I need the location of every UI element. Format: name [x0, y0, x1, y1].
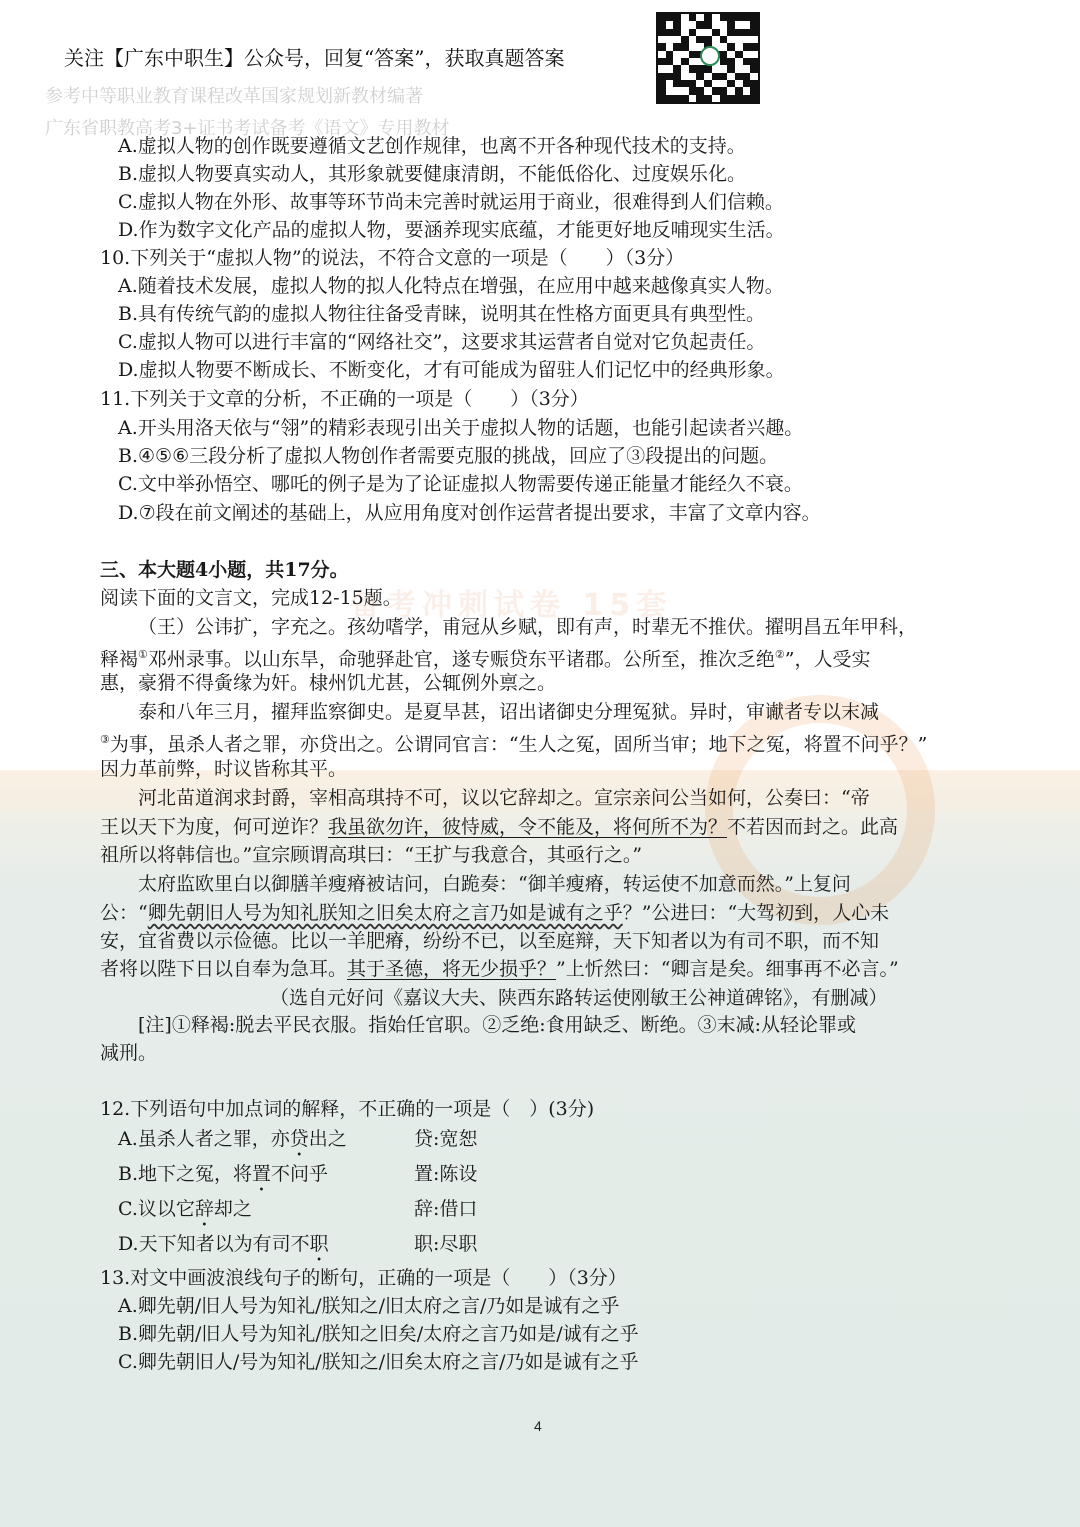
passage-p2-line1: 泰和八年三月，擢拜监察御史。是夏旱甚，诏出诸御史分理冤狱。异时，审谳者专以末减	[138, 701, 880, 723]
q10-option-d: D.虚拟人物要不断成长、不断变化，才有可能成为留驻人们记忆中的经典形象。	[118, 359, 785, 381]
q9-option-d: D.作为数字文化产品的虚拟人物，要涵养现实底蕴，才能更好地反哺现实生活。	[118, 219, 785, 241]
q9-option-b: B.虚拟人物要真实动人，其形象就要健康清朗，不能低俗化、过度娱乐化。	[118, 163, 747, 185]
q12-option-a: A.虽杀人者之罪，亦贷出之	[118, 1128, 347, 1150]
qr-logo-icon	[700, 46, 720, 66]
q12-option-c-gloss: 辞:借口	[414, 1198, 478, 1220]
q10-option-b: B.具有传统气韵的虚拟人物往往备受青睐，说明其在性格方面更具有典型性。	[118, 303, 766, 325]
q11-option-d: D.⑦段在前文阐述的基础上，从应用角度对创作运营者提出要求，丰富了文章内容。	[118, 502, 821, 524]
passage-p4-line4: 者将以陛下日以自奉为急耳。其于圣德，将无少损乎？”上忻然曰：“卿言是矣。细事再不必言。”	[100, 958, 899, 980]
passage-note-line2: 减刑。	[100, 1042, 158, 1064]
header-notice: 关注【广东中职生】公众号，回复“答案”，获取真题答案	[64, 46, 565, 70]
straight-underlined-sentence-1: 我虽欲勿许，彼恃威，令不能及，将何所不为？	[328, 816, 728, 838]
straight-underlined-sentence-2: 其于圣德，将无少损乎？	[347, 958, 557, 980]
q9-option-a: A.虚拟人物的创作既要遵循文艺创作规律，也离不开各种现代技术的支持。	[118, 135, 746, 157]
q12-option-b: B.地下之冤，将置不问乎	[118, 1163, 329, 1185]
passage-source: （选自元好问《嘉议大夫、陕西东路转运使刚敏王公神道碑铭》，有删减）	[270, 987, 888, 1009]
q11-option-b: B.④⑤⑥三段分析了虚拟人物创作者需要克服的挑战，回应了③段提出的问题。	[118, 445, 779, 467]
q11-stem: 11.下列关于文章的分析，不正确的一项是（ ）（3分）	[100, 388, 589, 410]
passage-note-line1: [注]①释褐:脱去平民衣服。指始任官职。②乏绝:食用缺乏、断绝。③末减:从轻论罪或	[138, 1014, 857, 1036]
passage-p3-line2: 王以天下为度，何可逆诈？我虽欲勿许，彼恃威，令不能及，将何所不为？不若因而封之。此高	[100, 816, 899, 838]
q12-option-b-gloss: 置:陈设	[414, 1163, 478, 1185]
passage-p4-line1: 太府监欧里白以御膳羊瘦瘠被诘问，白跪奏：“御羊瘦瘠，转运使不加意而然。”上复问	[138, 873, 851, 895]
passage-p4-line3: 安，宜省费以示俭德。比以一羊肥瘠，纷纷不已，以至庭辩，天下知者以为有司不职，而不知	[100, 930, 880, 952]
q12-stem: 12.下列语句中加点词的解释，不正确的一项是（ ）(3分)	[100, 1098, 595, 1120]
passage-p1-line1: （王）公讳扩，字充之。孩幼嗜学，甫冠从乡赋，即有声，时辈无不推伏。擢明昌五年甲科，	[138, 616, 918, 638]
q10-option-c: C.虚拟人物可以进行丰富的“网络社交”，这要求其运营者自觉对它负起责任。	[118, 331, 766, 353]
q13-stem: 13.对文中画波浪线句子的断句，正确的一项是（ ）（3分）	[100, 1267, 627, 1289]
watermark-text: 备考冲刺试卷 15套	[350, 588, 673, 623]
page-number: 4	[534, 1418, 542, 1434]
passage-p1-line3: 惠，豪猾不得夤缘为奸。棣州饥尤甚，公辄例外禀之。	[100, 672, 557, 694]
q10-stem: 10.下列关于“虚拟人物”的说法，不符合文意的一项是（ ）（3分）	[100, 247, 685, 269]
q13-option-c: C.卿先朝旧人/号为知礼/朕知之/旧矣太府之言/乃如是诚有之乎	[118, 1351, 639, 1373]
section-3-title: 三、本大题4小题，共17分。	[100, 559, 349, 581]
passage-p3-line1: 河北苗道润求封爵，宰相高琪持不可，议以它辞却之。宣宗亲问公当如何，公奏曰：“帝	[138, 787, 870, 809]
wavy-underlined-sentence: 卿先朝旧人号为知礼朕知之旧矣太府之言乃如是诚有之乎	[147, 902, 623, 924]
q10-option-a: A.随着技术发展，虚拟人物的拟人化特点在增强，在应用中越来越像真实人物。	[118, 275, 784, 297]
q12-option-c: C.议以它辞却之	[118, 1198, 252, 1220]
q11-option-a: A.开头用洛天依与“翎”的精彩表现引出关于虚拟人物的话题，也能引起读者兴趣。	[118, 417, 804, 439]
passage-p4-line2: 公：“卿先朝旧人号为知礼朕知之旧矣太府之言乃如是诚有之乎？”公进曰：“大驾初到，人心未	[100, 902, 890, 924]
q12-option-d: D.天下知者以为有司不职	[118, 1233, 329, 1255]
q9-option-c: C.虚拟人物在外形、故事等环节尚未完善时就运用于商业，很难得到人们信赖。	[118, 191, 784, 213]
q13-option-b: B.卿先朝/旧人号为知礼/朕知之旧矣/太府之言乃如是/诚有之乎	[118, 1323, 639, 1345]
passage-p2-line3: 因力革前弊，时议皆称其平。	[100, 758, 348, 780]
faint-header-line-1: 参考中等职业教育课程改革国家规划新教材编著	[45, 86, 423, 107]
passage-p2-line2: ③为事，虽杀人者之罪，亦贷出之。公谓同官言：“生人之冤，固所当审；地下之冤，将置不问乎？”	[100, 733, 928, 756]
q12-option-d-gloss: 职:尽职	[414, 1233, 478, 1255]
section-3-instruction: 阅读下面的文言文，完成12-15题。	[100, 587, 402, 609]
q13-option-a: A.卿先朝/旧人号为知礼/朕知之/旧太府之言/乃如是诚有之乎	[118, 1295, 620, 1317]
q11-option-c: C.文中举孙悟空、哪吒的例子是为了论证虚拟人物需要传递正能量才能经久不衰。	[118, 473, 803, 495]
faint-header-line-2: 广东省职教高考3+证书考试备考《语文》专用教材	[45, 118, 450, 139]
q12-option-a-gloss: 贷:宽恕	[414, 1128, 478, 1150]
passage-p1-line2: 释褐①邓州录事。以山东旱，命驰驿赴官，遂专赈贷东平诸郡。公所至，推次乏绝②”，人受实	[100, 648, 871, 671]
passage-p3-line3: 祖所以将韩信也。”宣宗顾谓高琪曰：“王扩与我意合，其亟行之。”	[100, 844, 643, 866]
